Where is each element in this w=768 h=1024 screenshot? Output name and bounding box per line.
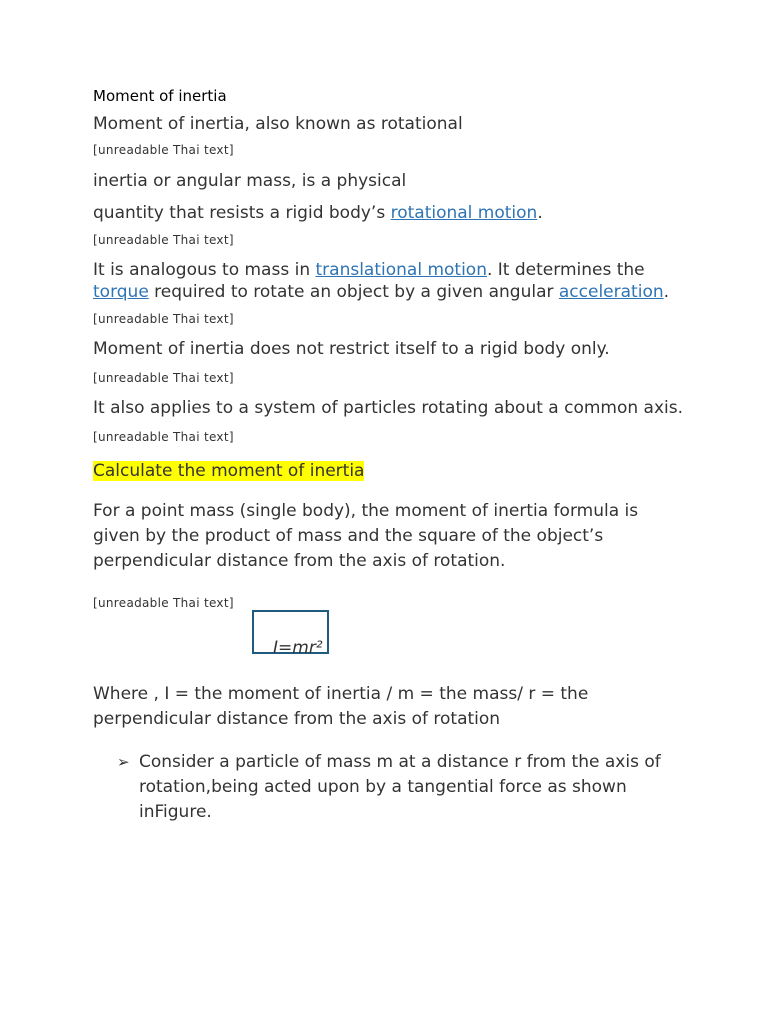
paragraph-3: [93, 202, 683, 224]
thai-line-6: [unreadable Thai text]: [93, 596, 234, 610]
paragraph-5: Moment of inertia does not restrict itself to a rigid body only.: [93, 339, 610, 359]
thai-line-2: [unreadable Thai text]: [93, 233, 234, 247]
thai-line-5: [unreadable Thai text]: [93, 430, 234, 444]
section-title: [93, 460, 683, 482]
thai-line-1: [unreadable Thai text]: [93, 143, 234, 157]
document-page: [93, 86, 683, 825]
link-rotational-motion[interactable]: rotational motion: [390, 203, 538, 223]
paragraph-3-end: .: [537, 203, 543, 223]
link-translational-motion[interactable]: translational motion: [315, 260, 487, 280]
paragraph-7: For a point mass (single body), the moment of inertia formula is given by the product of mass and the square of the object’s perpendicular distance from the axis of rotation.: [93, 501, 639, 571]
formula-block: [93, 622, 683, 668]
section-title-highlight: Calculate the moment of inertia: [93, 461, 365, 481]
paragraph-4-end: .: [663, 282, 670, 302]
paragraph-8: Where , I = the moment of inertia / m = the mass/ r = the perpendicular distance from the axis of rotation: [93, 684, 589, 729]
bullet-arrow-icon: ➢: [117, 753, 130, 771]
link-torque[interactable]: torque: [93, 282, 149, 302]
bullet-item: [93, 750, 683, 825]
document-heading: Moment of inertia: [93, 87, 227, 105]
paragraph-2: inertia or angular mass, is a physical: [93, 171, 407, 191]
thai-line-3: [unreadable Thai text]: [93, 312, 234, 326]
formula: I=mr²: [273, 638, 323, 658]
paragraph-4-mid: . It determines the: [486, 260, 645, 280]
paragraph-3-text: quantity that resists a rigid body’s: [93, 203, 391, 223]
link-acceleration[interactable]: acceleration: [558, 282, 664, 302]
paragraph-6: It also applies to a system of particles rotating about a common axis.: [93, 398, 684, 418]
paragraph-4-mid2: required to rotate an object by a given angular: [148, 282, 559, 302]
paragraph-4-text: It is analogous to mass in: [93, 260, 316, 280]
bullet-text: Consider a particle of mass m at a distance r from the axis of rotation,being acted upon by a tangential force as shown inFigure.: [139, 752, 661, 822]
paragraph-1: Moment of inertia, also known as rotational: [93, 114, 463, 134]
paragraph-4: [93, 259, 683, 303]
thai-line-4: [unreadable Thai text]: [93, 371, 234, 385]
